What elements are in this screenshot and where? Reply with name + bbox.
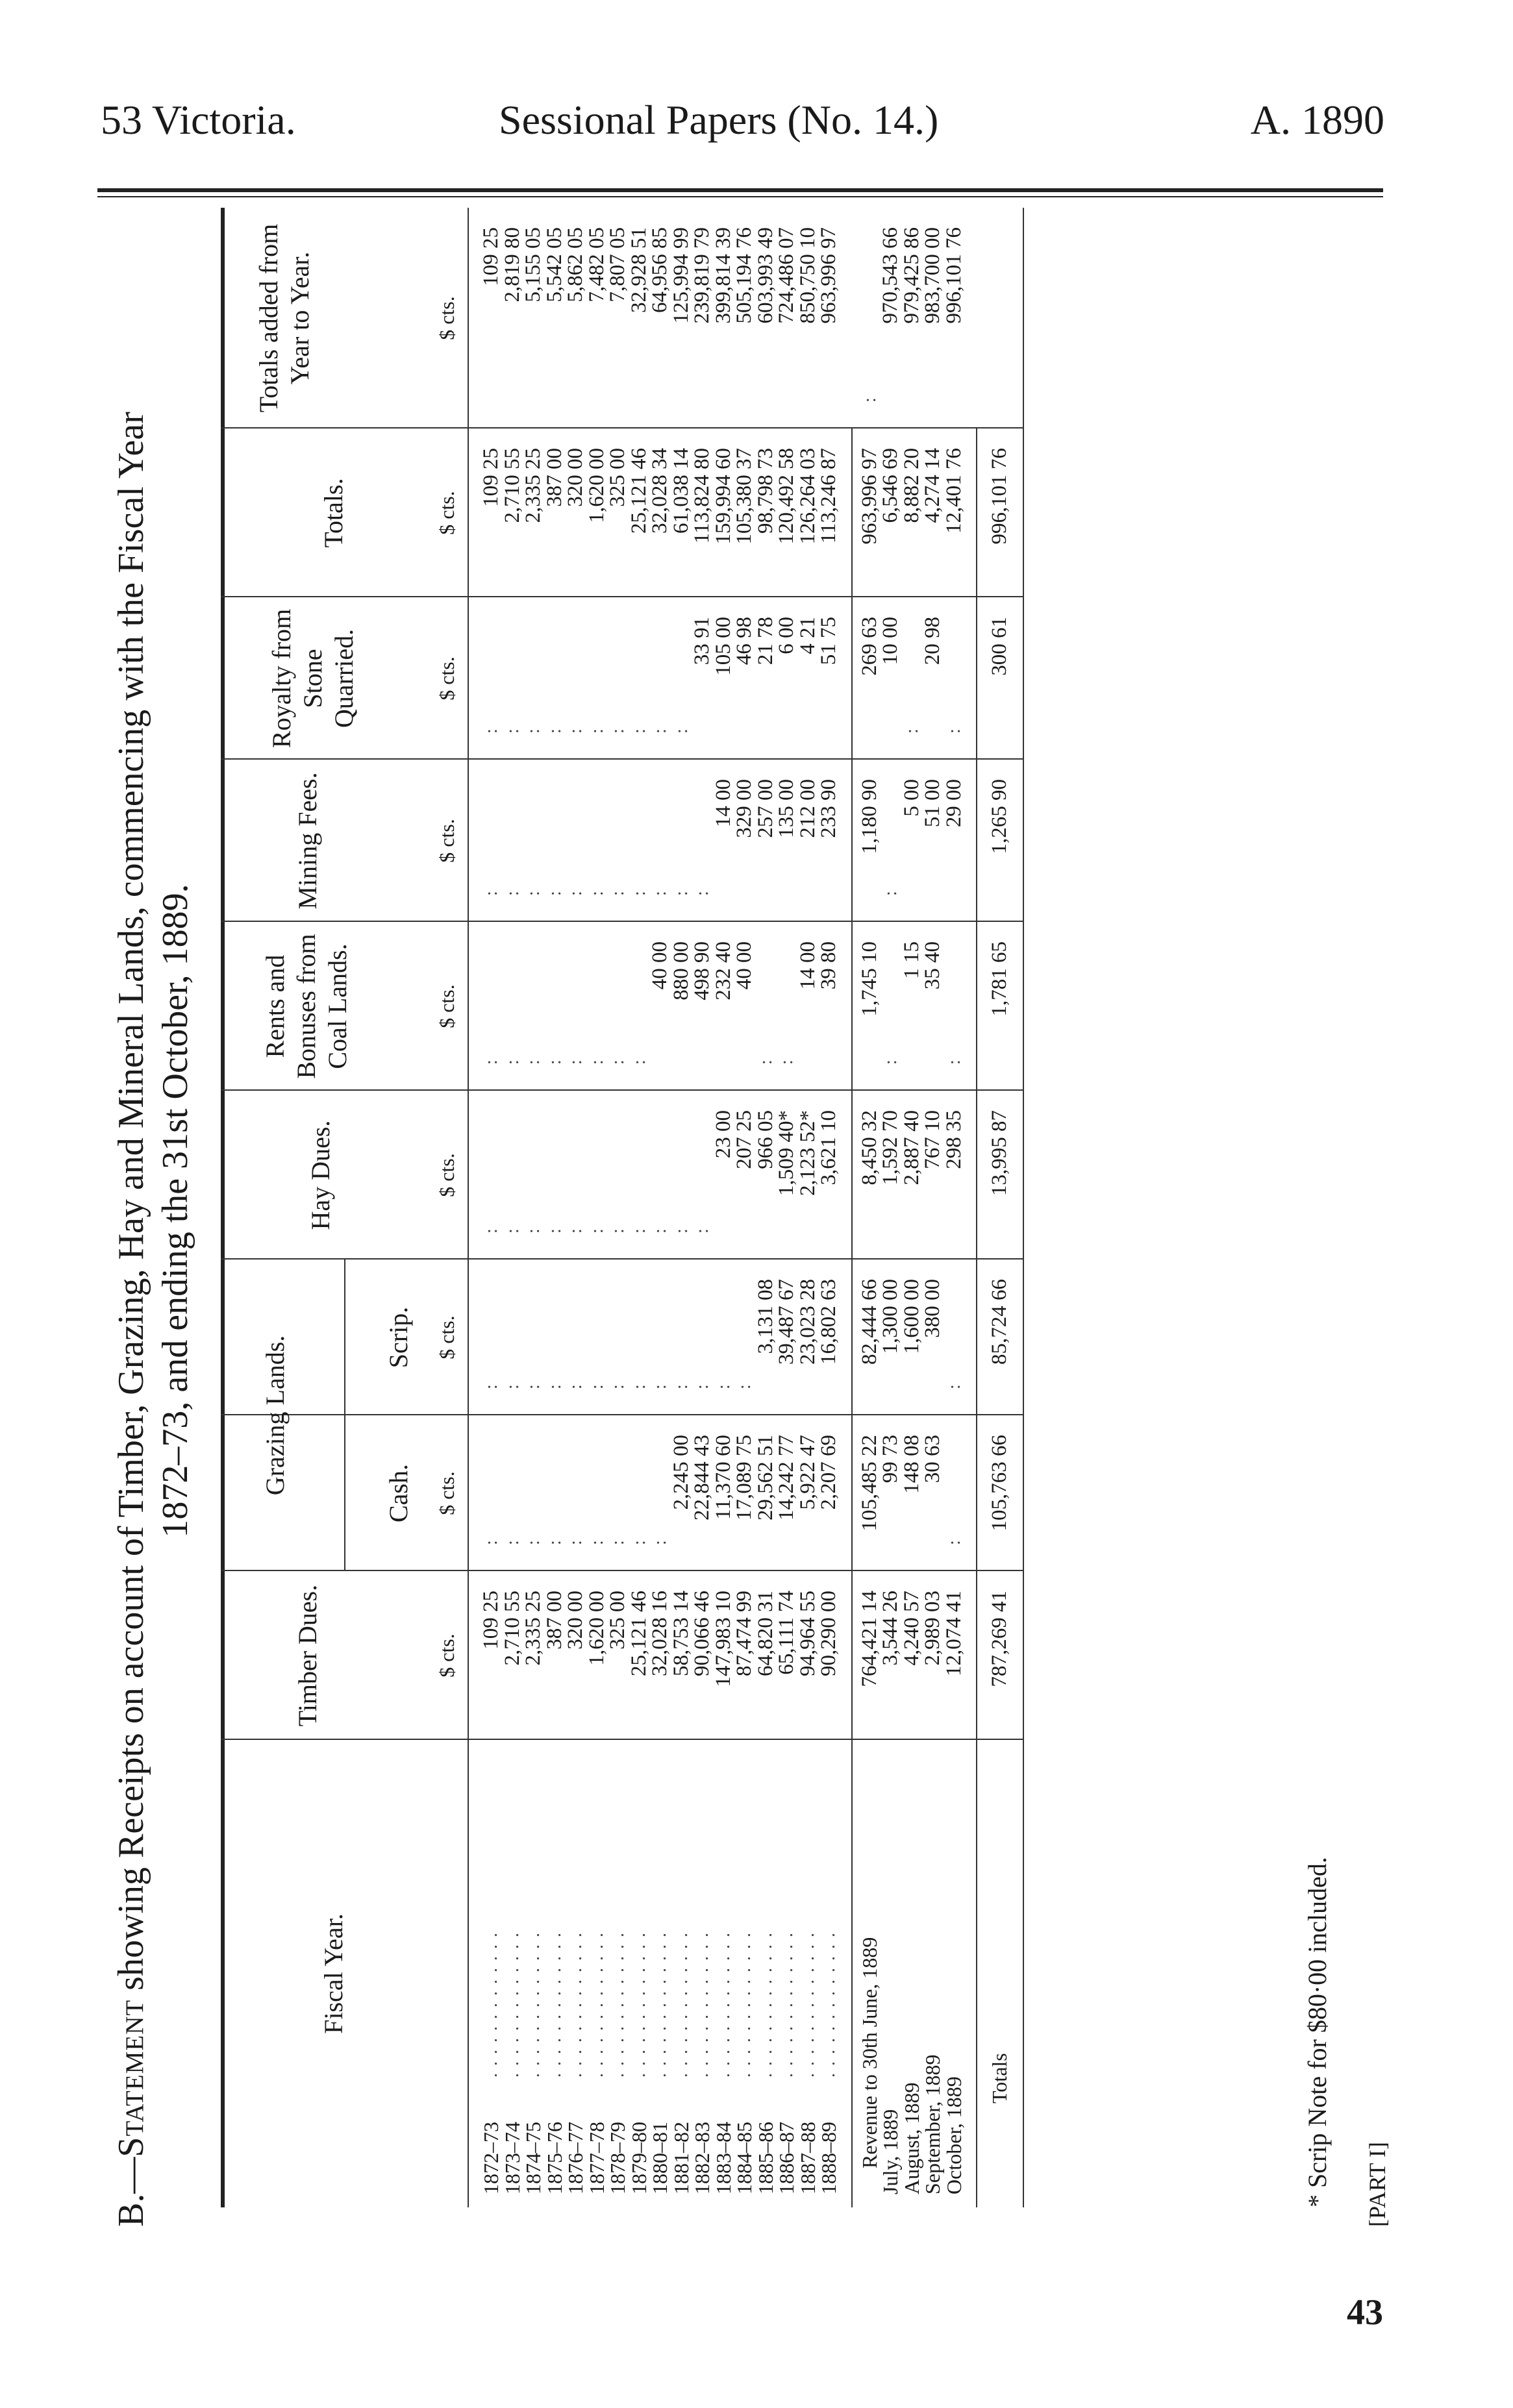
fiscal-year-label: 1873–74 — [500, 2122, 524, 2194]
empty-dot-leader: : — [481, 1539, 501, 1545]
month-label: Revenue to 30th June, 1889 — [857, 1937, 881, 2168]
table-cell: 39,487 67 — [775, 1279, 798, 1365]
empty-dot-leader: : — [671, 1227, 692, 1234]
fiscal-year-label: 1882–83 — [690, 2122, 714, 2194]
table-cell: 2,989 03 — [921, 1591, 944, 1666]
running-header-year: A. 1890 — [1250, 97, 1384, 143]
table-totals-rule — [976, 428, 977, 2207]
caption-line-1 — [110, 412, 152, 2227]
empty-dot-leader: : — [671, 1383, 692, 1389]
empty-dot-leader: : — [566, 1539, 586, 1545]
table-cell: 963,996 97 — [817, 227, 840, 324]
table-cell: 8,882 20 — [899, 448, 923, 523]
table-cell: 33 91 — [690, 617, 714, 665]
unit-label: $ cts. — [435, 984, 458, 1028]
table-cell: 2,207 69 — [817, 1435, 840, 1510]
empty-dot-leader: : — [629, 727, 649, 734]
leader-dots: . . . . . . . . . . . . . — [586, 1931, 607, 2078]
table-cell: 5,155 05 — [521, 227, 545, 303]
table-cell: 979,425 86 — [899, 227, 923, 324]
table-cell: 8,450 32 — [857, 1110, 881, 1185]
table-cell: 12,401 76 — [942, 448, 966, 534]
month-label: August, 1889 — [899, 2082, 923, 2194]
empty-dot-leader: : — [881, 889, 901, 896]
grand-total-cell: 996,101 76 — [988, 448, 1011, 545]
table-top-rule — [221, 208, 225, 2207]
table-cell: 94,964 55 — [795, 1591, 819, 1676]
table-cell: 207 25 — [732, 1110, 756, 1169]
table-cell: 1,620 00 — [584, 1591, 608, 1666]
table-cell: 850,750 10 — [795, 227, 819, 324]
table-cell: 2,710 55 — [500, 1591, 524, 1666]
table-cell: 983,700 00 — [921, 227, 944, 324]
table-cell: 1,745 10 — [857, 941, 881, 1017]
table-cell: 2,819 80 — [500, 227, 524, 303]
empty-dot-leader: : — [502, 1058, 523, 1065]
empty-dot-leader: : — [692, 1383, 712, 1389]
empty-dot-leader: : — [629, 1539, 649, 1545]
empty-dot-leader: : — [608, 1227, 628, 1234]
unit-label: $ cts. — [435, 1315, 458, 1359]
column-header-scrip: Scrip. — [384, 1306, 413, 1369]
totals-label: Totals — [988, 2053, 1011, 2104]
grazing-sub-rule — [344, 1260, 345, 1571]
table-cell: 4 21 — [795, 617, 819, 654]
empty-dot-leader: : — [544, 727, 565, 734]
table-cell: 3,621 10 — [817, 1110, 840, 1185]
leader-dots: . . . . . . . . . . . . . — [692, 1931, 712, 2078]
empty-dot-leader: : — [481, 889, 501, 896]
table-cell: 109 25 — [479, 448, 503, 507]
table-cell: 105,485 22 — [857, 1435, 881, 1532]
leader-dots: . . . . . . . . . . . . . — [523, 1931, 544, 2078]
empty-dot-leader: : — [650, 1227, 670, 1234]
table-cell: 23 00 — [711, 1110, 735, 1159]
table-cell: 767 10 — [921, 1110, 944, 1169]
rotated-table-page — [97, 195, 1390, 2227]
empty-dot-leader: : — [544, 889, 565, 896]
table-cell: 2,123 52* — [795, 1110, 819, 1196]
column-header-totals: Totals. — [319, 478, 348, 548]
leader-dots: . . . . . . . . . . . . . — [502, 1931, 523, 2078]
caption-text: showing Receipts on account of Timber, Grazing, Hay and Mineral Lands, commencing with the Fiscal Year — [111, 412, 151, 2000]
table-cell: 996,101 76 — [942, 227, 966, 324]
fiscal-year-label: 1877–78 — [584, 2122, 608, 2194]
column-header-hay: Hay Dues. — [306, 1120, 335, 1230]
empty-dot-leader: : — [502, 727, 523, 734]
leader-dots: . . . . . . . . . . . . . — [608, 1931, 628, 2078]
table-cell: 25,121 46 — [627, 448, 651, 534]
table-cell: 380 00 — [921, 1279, 944, 1338]
table-cell: 2,335 25 — [521, 1591, 545, 1666]
table-cell: 87,474 99 — [732, 1591, 756, 1676]
footnote: * Scrip Note for $80·00 included. — [1303, 1857, 1332, 2207]
table-cell: 4,240 57 — [899, 1591, 923, 1666]
empty-dot-leader: : — [629, 889, 649, 896]
table-cell: 90,066 46 — [690, 1591, 714, 1676]
column-header-fiscal_year: Fiscal Year. — [319, 1913, 348, 2034]
empty-dot-leader: : — [502, 1383, 523, 1389]
fiscal-year-label: 1880–81 — [648, 2122, 671, 2194]
empty-dot-leader: : — [544, 1383, 565, 1389]
table-cell: 1,180 90 — [857, 779, 881, 854]
table-cell: 11,370 60 — [711, 1435, 735, 1520]
empty-dot-leader: : — [650, 1539, 670, 1545]
empty-dot-leader: : — [566, 727, 586, 734]
caption-prefix: B.— — [111, 2157, 151, 2227]
table-cell: 6,546 69 — [879, 448, 902, 523]
table-cell: 320 00 — [564, 448, 587, 507]
empty-dot-leader: : — [566, 1227, 586, 1234]
fiscal-year-label: 1883–84 — [711, 2122, 735, 2194]
empty-dot-leader: : — [502, 1227, 523, 1234]
leader-dots: . . . . . . . . . . . . . — [566, 1931, 586, 2078]
empty-dot-leader: : — [481, 727, 501, 734]
leader-dots: . . . . . . . . . . . . . — [481, 1931, 501, 2078]
table-cell: 320 00 — [564, 1591, 587, 1650]
table-cell: 32,928 51 — [627, 227, 651, 313]
fiscal-year-label: 1884–85 — [732, 2122, 756, 2194]
unit-label: $ cts. — [435, 819, 458, 863]
table-cell: 32,028 16 — [648, 1591, 671, 1676]
empty-dot-leader: : — [629, 1383, 649, 1389]
table-cell: 239,819 79 — [690, 227, 714, 324]
unit-label: $ cts. — [435, 1153, 458, 1197]
month-label: September, 1889 — [921, 2054, 944, 2194]
leader-dots: . . . . . . . . . . . . . — [671, 1931, 692, 2078]
table-cell: 6 00 — [775, 617, 798, 654]
table-cell: 113,246 87 — [817, 448, 840, 544]
empty-dot-leader: : — [566, 1058, 586, 1065]
table-cell: 51 00 — [921, 779, 944, 828]
empty-dot-leader: : — [629, 1058, 649, 1065]
grand-total-cell: 85,724 66 — [988, 1279, 1011, 1365]
table-cell: 29,562 51 — [753, 1435, 777, 1521]
leader-dots: . . . . . . . . . . . . . — [544, 1931, 565, 2078]
table-cell: 105 00 — [711, 617, 735, 676]
table-cell: 2,335 25 — [521, 448, 545, 523]
empty-dot-leader: : — [671, 727, 692, 734]
empty-dot-leader: : — [608, 727, 628, 734]
table-cell: 963,996 97 — [857, 448, 881, 545]
table-bottom-rule — [1023, 208, 1024, 2207]
table-cell: 387 00 — [542, 448, 566, 507]
column-header-timber: Timber Dues. — [293, 1584, 322, 1727]
table-cell: 126,264 03 — [795, 448, 819, 545]
empty-dot-leader: : — [523, 727, 544, 734]
unit-label: $ cts. — [435, 1633, 458, 1678]
empty-dot-leader: : — [629, 1227, 649, 1234]
table-cell: 14 00 — [711, 779, 735, 828]
caption-line-2: 1872–73, and ending the 31st October, 1889. — [155, 884, 195, 1538]
fiscal-year-label: 1874–75 — [521, 2122, 545, 2194]
empty-dot-leader: : — [901, 727, 922, 734]
column-header-cumulative: Totals added from Year to Year. — [254, 223, 314, 413]
table-cell: 120,492 58 — [775, 448, 798, 545]
table-cell: 22,844 43 — [690, 1435, 714, 1521]
grand-total-cell: 1,781 65 — [988, 941, 1011, 1017]
empty-dot-leader: : — [586, 1539, 607, 1545]
table-cell: 58,753 14 — [669, 1591, 693, 1676]
month-label: July, 1889 — [879, 2109, 902, 2194]
table-cell: 99 73 — [879, 1435, 902, 1483]
table-cell: 7,807 05 — [606, 227, 629, 303]
fiscal-year-label: 1886–87 — [775, 2122, 798, 2194]
empty-dot-leader: : — [608, 1539, 628, 1545]
receipts-table — [221, 208, 1260, 2207]
table-cell: 298 35 — [942, 1110, 966, 1169]
table-cell: 46 98 — [732, 617, 756, 665]
table-cell: 603,993 49 — [753, 227, 777, 324]
table-cell: 2,245 00 — [669, 1435, 693, 1510]
leader-dots: . . . . . . . . . . . . . — [734, 1931, 755, 2078]
empty-dot-leader: : — [944, 1539, 964, 1545]
empty-dot-leader: : — [523, 1227, 544, 1234]
fiscal-year-label: 1885–86 — [753, 2122, 777, 2194]
running-header-title: Sessional Papers (No. 14.) — [499, 97, 939, 143]
table-cell: 109 25 — [479, 227, 503, 286]
table-cell: 40 00 — [648, 941, 671, 990]
empty-dot-leader: : — [544, 1539, 565, 1545]
header-rule — [97, 188, 1383, 192]
empty-dot-leader: : — [586, 727, 607, 734]
table-cell: 5,922 47 — [795, 1435, 819, 1510]
empty-dot-leader: : — [944, 1058, 964, 1065]
leader-dots: . . . . . . . . . . . . . — [819, 1931, 839, 2078]
table-cell: 4,274 14 — [921, 448, 944, 523]
part-label: [PART I] — [1364, 2142, 1390, 2227]
table-cell: 325 00 — [606, 448, 629, 507]
table-cell: 2,887 40 — [899, 1110, 923, 1185]
table-cell: 98,798 73 — [753, 448, 777, 534]
table-cell: 64,956 85 — [648, 227, 671, 313]
table-cell: 20 98 — [921, 617, 944, 665]
table-cell: 269 63 — [857, 617, 881, 676]
table-cell: 1,620 00 — [584, 448, 608, 523]
running-header-session: 53 Victoria. — [101, 97, 296, 143]
column-header-rents: Rents and Bonuses from Coal Lands. — [260, 934, 352, 1079]
table-cell: 1 15 — [899, 941, 923, 979]
table-cell: 29 00 — [942, 779, 966, 828]
fiscal-year-label: 1875–76 — [542, 2122, 566, 2194]
table-cell: 764,421 14 — [857, 1591, 881, 1687]
empty-dot-leader: : — [608, 1383, 628, 1389]
table-cell: 159,994 60 — [711, 448, 735, 545]
table-cell: 1,509 40* — [775, 1110, 798, 1196]
empty-dot-leader: : — [944, 727, 964, 734]
empty-dot-leader: : — [523, 889, 544, 896]
table-cell: 212 00 — [795, 779, 819, 838]
unit-label: $ cts. — [435, 1471, 458, 1515]
table-cell: 147,983 10 — [711, 1591, 735, 1687]
table-cell: 14,242 77 — [775, 1435, 798, 1521]
leader-dots: . . . . . . . . . . . . . — [650, 1931, 670, 2078]
empty-dot-leader: : — [692, 889, 712, 896]
fiscal-year-label: 1888–89 — [817, 2122, 840, 2194]
table-cell: 12,074 41 — [942, 1591, 966, 1676]
table-cell: 498 90 — [690, 941, 714, 1000]
table-month-rule — [851, 428, 853, 2207]
unit-label: $ cts. — [435, 656, 458, 701]
fiscal-year-label: 1887–88 — [795, 2122, 819, 2194]
empty-dot-leader: : — [502, 1539, 523, 1545]
table-cell: 61,038 14 — [669, 448, 693, 534]
table-cell: 3,131 08 — [753, 1279, 777, 1354]
empty-dot-leader: : — [544, 1058, 565, 1065]
table-cell: 5,862 05 — [564, 227, 587, 303]
table-cell: 30 63 — [921, 1435, 944, 1483]
table-cell: 724,486 07 — [775, 227, 798, 324]
table-cell: 970,543 66 — [879, 227, 902, 324]
table-cell: 109 25 — [479, 1591, 503, 1650]
table-cell: 148 08 — [899, 1435, 923, 1494]
table-cell: 387 00 — [542, 1591, 566, 1650]
empty-dot-leader: : — [755, 1058, 776, 1065]
empty-dot-leader: : — [523, 1539, 544, 1545]
table-cell: 90,290 00 — [817, 1591, 840, 1676]
fiscal-year-label: 1879–80 — [627, 2122, 651, 2194]
table-cell: 23,023 28 — [795, 1279, 819, 1365]
empty-dot-leader: : — [481, 1058, 501, 1065]
empty-dot-leader: : — [523, 1383, 544, 1389]
empty-dot-leader: : — [944, 1383, 964, 1389]
table-cell: 35 40 — [921, 941, 944, 990]
empty-dot-leader: : — [881, 1058, 901, 1065]
page-number: 43 — [1347, 2292, 1383, 2333]
leader-dots: . . . . . . . . . . . . . — [777, 1931, 797, 2078]
grand-total-cell: 1,265 90 — [988, 779, 1011, 854]
table-cell: 505,194 76 — [732, 227, 756, 324]
fiscal-year-label: 1881–82 — [669, 2122, 693, 2194]
table-cell: 65,111 74 — [775, 1591, 798, 1675]
table-cell: 82,444 66 — [857, 1279, 881, 1365]
table-cell: 2,710 55 — [500, 448, 524, 523]
empty-dot-leader: : — [566, 1383, 586, 1389]
table-cell: 32,028 34 — [648, 448, 671, 534]
fiscal-year-label: 1878–79 — [606, 2122, 629, 2194]
table-cell: 39 80 — [817, 941, 840, 990]
empty-dot-leader: : — [502, 889, 523, 896]
unit-label: $ cts. — [435, 296, 458, 340]
empty-dot-leader: : — [481, 1383, 501, 1389]
empty-dot-leader: : — [713, 1383, 734, 1389]
empty-dot-leader: : — [650, 1383, 670, 1389]
table-cell: 125,994 99 — [669, 227, 693, 324]
table-cell: 64,820 31 — [753, 1591, 777, 1676]
table-cell: 1,300 00 — [879, 1279, 902, 1354]
table-cell: 399,814 39 — [711, 227, 735, 324]
empty-dot-leader: : — [671, 889, 692, 896]
leader-dots: . . . . . . . . . . . . . — [797, 1931, 818, 2078]
table-cell: 135 00 — [775, 779, 798, 838]
table-cell: 1,600 00 — [899, 1279, 923, 1354]
empty-dot-leader: : — [859, 396, 880, 403]
table-cell: 17,089 75 — [732, 1435, 756, 1521]
table-cell: 1,592 70 — [879, 1110, 902, 1185]
table-cell: 51 75 — [817, 617, 840, 665]
table-cell: 5 00 — [899, 779, 923, 817]
empty-dot-leader: : — [650, 727, 670, 734]
column-header-mining: Mining Fees. — [293, 772, 322, 910]
empty-dot-leader: : — [608, 889, 628, 896]
table-cell: 105,380 37 — [732, 448, 756, 545]
table-cell: 21 78 — [753, 617, 777, 665]
empty-dot-leader: : — [586, 1058, 607, 1065]
empty-dot-leader: : — [586, 889, 607, 896]
table-cell: 5,542 05 — [542, 227, 566, 303]
empty-dot-leader: : — [523, 1058, 544, 1065]
empty-dot-leader: : — [734, 1383, 755, 1389]
table-cell: 257 00 — [753, 779, 777, 838]
grand-total-cell: 300 61 — [988, 617, 1011, 676]
table-head-rule — [468, 208, 469, 2207]
column-header-royalty: Royalty from Stone Quarried. — [267, 608, 358, 749]
column-header-grazing: Grazing Lands. — [260, 1335, 290, 1496]
table-cell: 329 00 — [732, 779, 756, 838]
leader-dots: . . . . . . . . . . . . . — [755, 1931, 776, 2078]
month-label: October, 1889 — [942, 2076, 966, 2194]
empty-dot-leader: : — [544, 1227, 565, 1234]
empty-dot-leader: : — [650, 889, 670, 896]
table-cell: 10 00 — [879, 617, 902, 665]
grand-total-cell: 13,995 87 — [988, 1110, 1011, 1196]
empty-dot-leader: : — [777, 1058, 797, 1065]
table-cell: 880 00 — [669, 941, 693, 1000]
empty-dot-leader: : — [481, 1227, 501, 1234]
table-cell: 966 05 — [753, 1110, 777, 1169]
empty-dot-leader: : — [566, 889, 586, 896]
table-cell: 325 00 — [606, 1591, 629, 1650]
fiscal-year-label: 1872–73 — [479, 2122, 503, 2194]
empty-dot-leader: : — [586, 1383, 607, 1389]
table-cell: 25,121 46 — [627, 1591, 651, 1676]
fiscal-year-label: 1876–77 — [564, 2122, 587, 2194]
empty-dot-leader: : — [692, 1227, 712, 1234]
table-cell: 7,482 05 — [584, 227, 608, 303]
leader-dots: . . . . . . . . . . . . . — [713, 1931, 734, 2078]
table-cell: 16,802 63 — [817, 1279, 840, 1365]
unit-label: $ cts. — [435, 491, 458, 535]
grand-total-cell: 787,269 41 — [988, 1591, 1011, 1687]
column-header-cash: Cash. — [384, 1464, 413, 1522]
empty-dot-leader: : — [586, 1227, 607, 1234]
caption-statement-word: Statement — [111, 1999, 151, 2157]
table-cell: 232 40 — [711, 941, 735, 1000]
table-cell: 40 00 — [732, 941, 756, 990]
grand-total-cell: 105,763 66 — [988, 1435, 1011, 1532]
table-cell: 14 00 — [795, 941, 819, 990]
table-cell: 113,824 80 — [690, 448, 714, 544]
empty-dot-leader: : — [608, 1058, 628, 1065]
leader-dots: . . . . . . . . . . . . . — [629, 1931, 649, 2078]
table-cell: 3,544 26 — [879, 1591, 902, 1666]
table-cell: 233 90 — [817, 779, 840, 838]
